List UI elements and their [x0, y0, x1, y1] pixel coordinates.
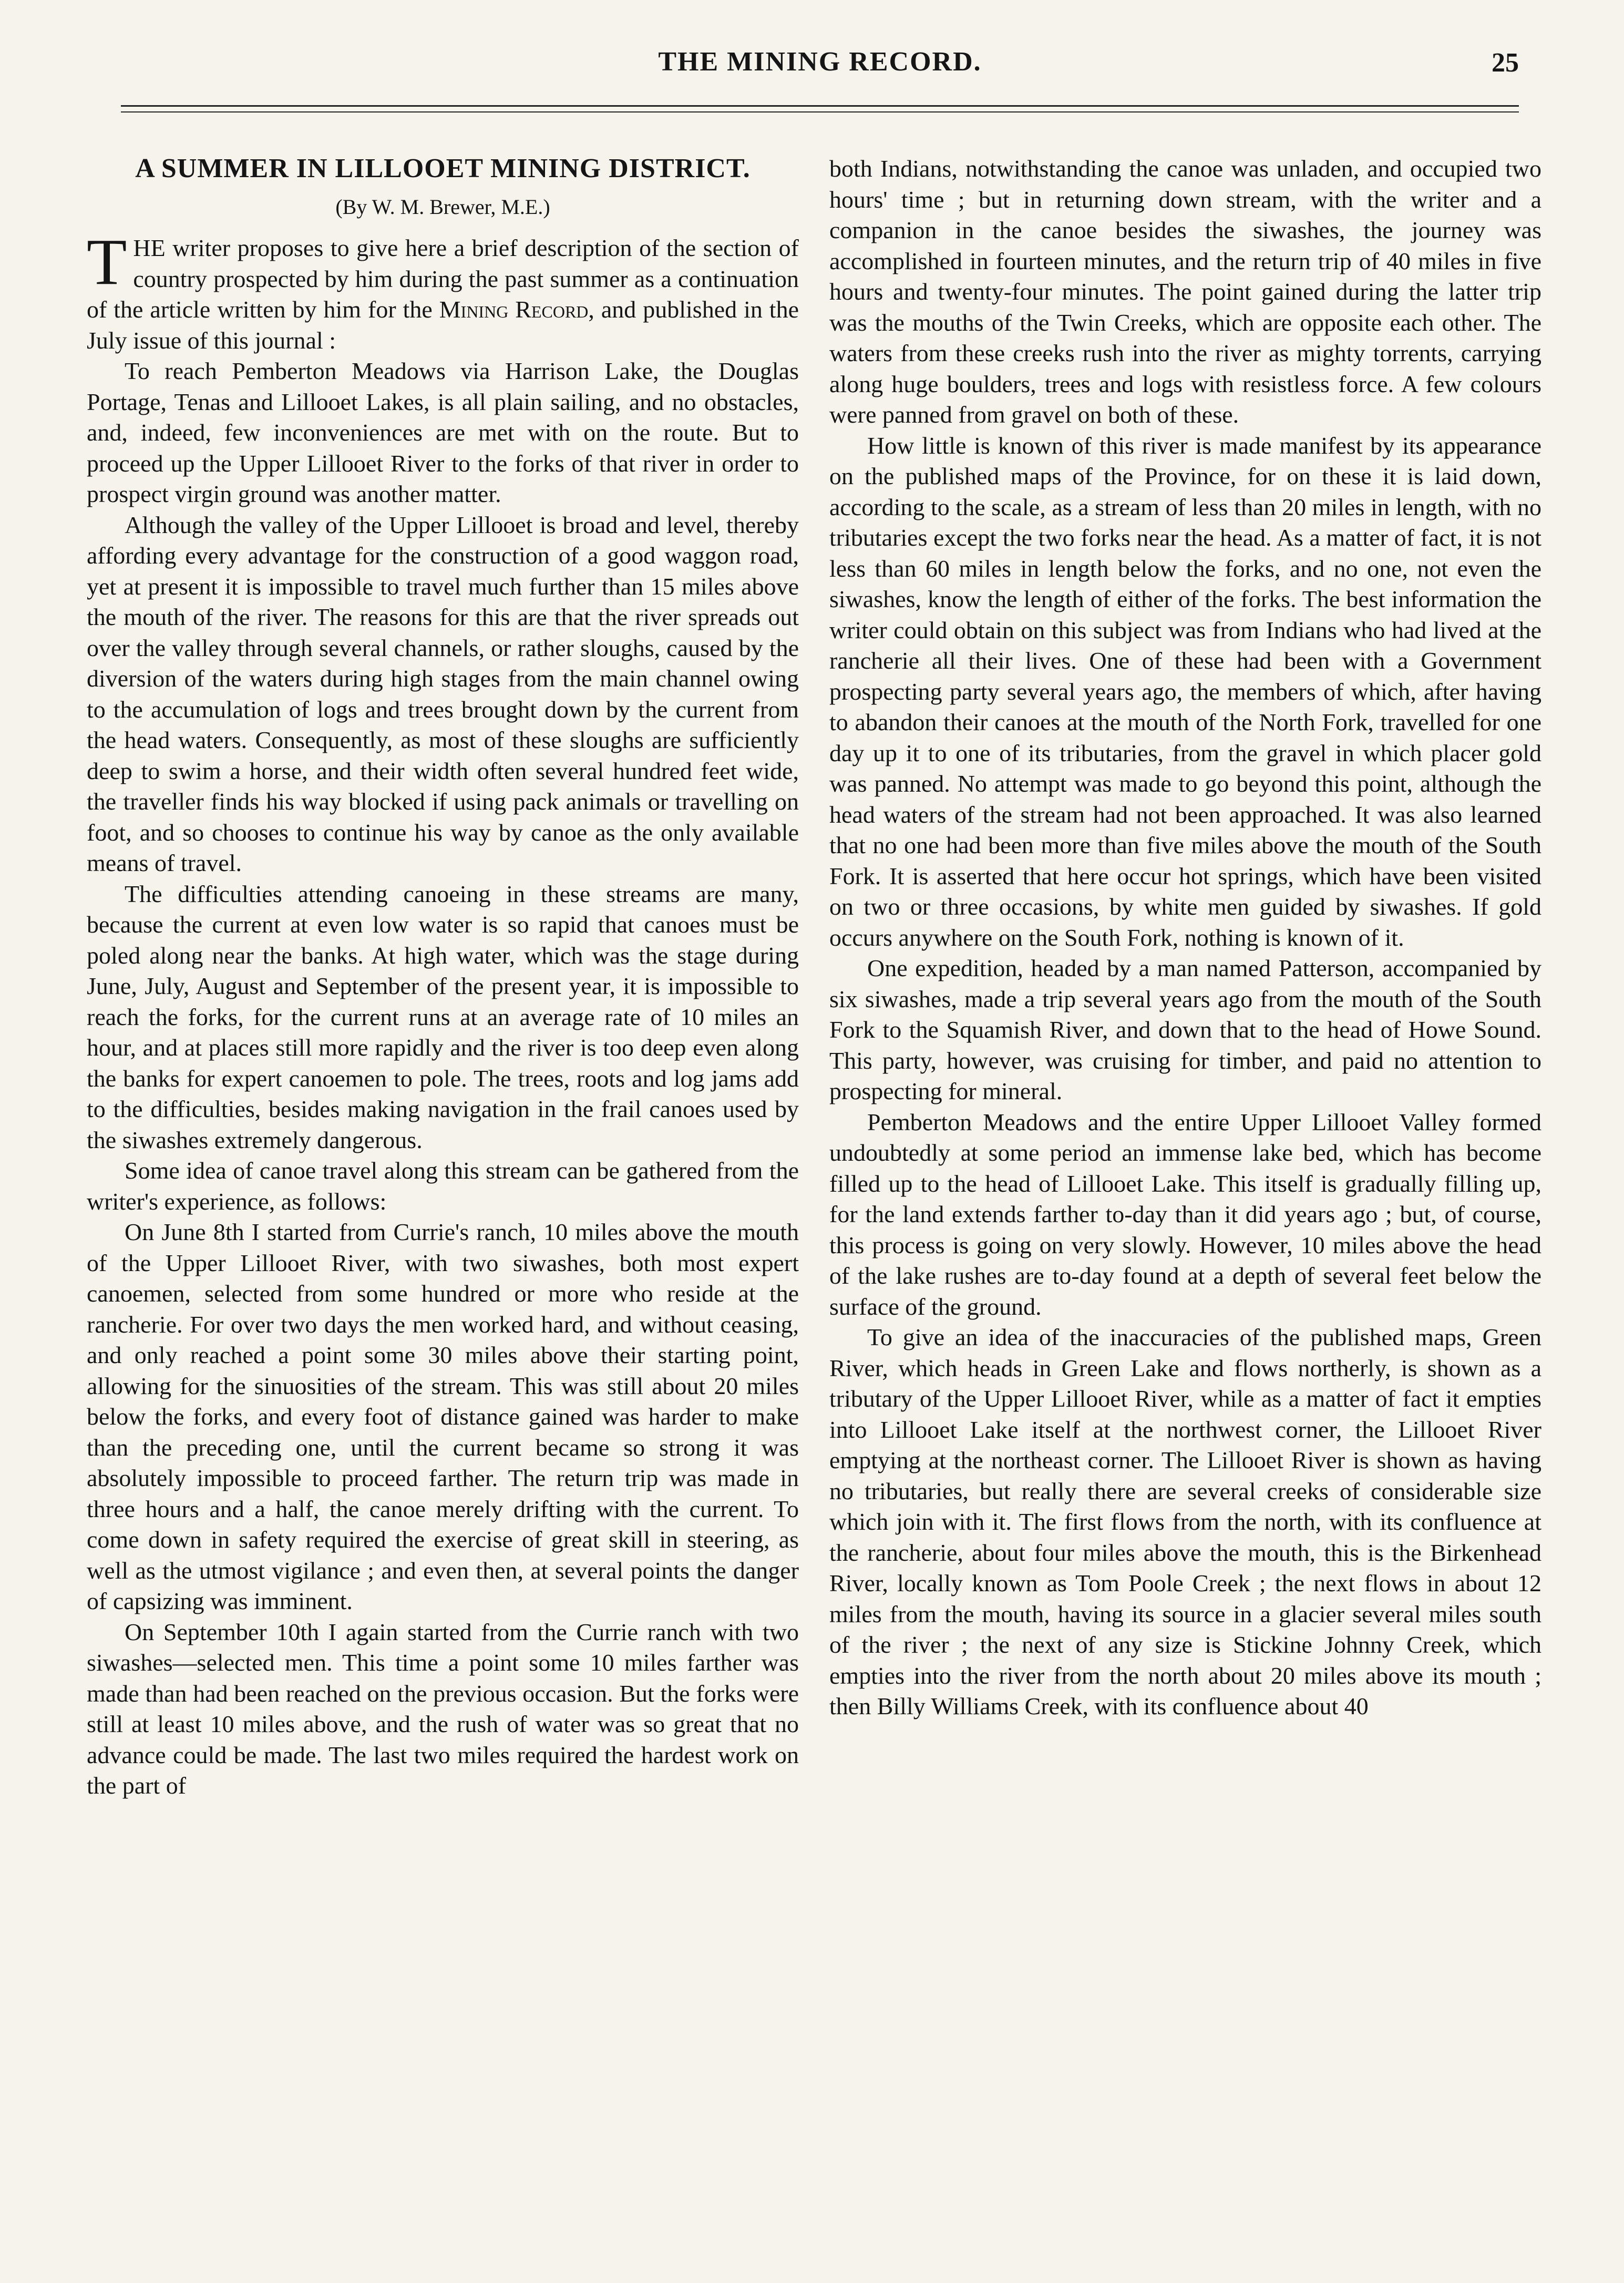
paragraph-6: On June 8th I started from Currie's ranch, 10 miles above the mouth of the Upper Lillooet River, with two siwashes, both most expert canoemen, selected from some hundred or more who reside at the rancherie. For over two days the men worked hard, and without ceasing, and only reached a point some 30 miles above their starting point, allowing for the sinuosities of the stream. This was still about 20 miles below the forks, and every foot of distance gained was harder to make than the preceding one, until the current became so strong it was absolutely impossible to proceed farther. The return trip was made in three hours and a half, the canoe merely drifting with the current. To come down in safety required the exercise of great skill in steering, as well as the utmost vigilance ; and even then, at several points the danger of capsizing was imminent. [87, 1219, 799, 1614]
paragraph-3: Although the valley of the Upper Lillooet is broad and level, thereby affording every advantage for the construction of a good waggon road, yet at present it is impossible to travel much further than 15 miles above the mouth of the river. The reasons for this are that the river spreads out over the valley through several channels, or rather sloughs, caused by the diversion of the waters during high stages from the main channel owing to the accumulation of logs and trees brought down by the current from the head waters. Consequently, as most of these sloughs are sufficiently deep to swim a horse, and their width often several hundred feet wide, the traveller finds his way blocked if using pack animals or travelling on foot, and so chooses to continue his way by canoe as the only available means of travel. [87, 511, 799, 876]
header-rule-top [121, 105, 1519, 107]
paragraph-1-text: HE writer proposes to give here a brief description of the section of country prospected by him during the past summer as a continuation of the article written by him for the [87, 234, 799, 323]
paragraph-8: How little is known of this river is made manifest by its appearance on the published maps of the Province, for on these it is laid down, according to the scale, as a stream of less than 20 miles in length, with no tributaries except the two forks near the head. As a matter of fact, it is not less than 60 miles in length below the forks, and no one, not even the siwashes, know the length of either of the forks. The best information the writer could obtain on this subject was from Indians who had lived at the rancherie all their lives. One of these had been with a Government prospecting party several years ago, the members of which, after having to abandon their canoes at the mouth of the North Fork, travelled for one day up it to one of its tributaries, from the gravel in which placer gold was panned. No attempt was made to go beyond this point, although the head waters of the stream had not been approached. It was also learned that no one had been more than five miles above the mouth of the South Fork. It is asserted that here occur hot springs, which have been visited on two or three occasions, by white men guided by siwashes. If gold occurs anywhere on the South Fork, nothing is known of it. [829, 432, 1541, 951]
paragraph-9: One expedition, headed by a man named Patterson, accompanied by six siwashes, made a trip several years ago from the mouth of the South Fork to the Squamish River, and down that to the head of Howe Sound. This party, however, was cruising for timber, and paid no attention to prospecting for mineral. [829, 955, 1541, 1104]
journal-name-smallcaps: Mining Record [439, 296, 589, 323]
journal-title: THE MINING RECORD. [658, 47, 982, 77]
paragraph-10: Pemberton Meadows and the entire Upper Lillooet Valley formed undoubtedly at some period an immense lake bed, which has become filled up to the head of Lillooet Lake. This itself is gradually filling up, for the land extends farther to-day than it did years ago ; but, of course, this process is going on very slowly. However, 10 miles above the head of the lake rushes are to-day found at a depth of several feet below the surface of the ground. [829, 1108, 1541, 1320]
article-byline: (By W. M. Brewer, M.E.) [335, 194, 550, 219]
paragraph-11: To give an idea of the inaccuracies of the published maps, Green River, which heads in Green Lake and flows northerly, is shown as a tributary of the Upper Lillooet River, while as a matter of fact it empties into Lillooet Lake itself at the northwest corner, the Lillooet River emptying at the northeast corner. The Lillooet River is shown as having no tributaries, but really there are several creeks of considerable size which join with it. The first flows from the north, with its confluence at the rancherie, about four miles above the mouth, this is the Birkenhead River, locally known as Tom Poole Creek ; the next flows in about 12 miles from the mouth, having its source in a glacier several miles south of the river ; the next of any size is Stickine Johnny Creek, which empties into the river from the north about 20 miles above its mouth ; then Billy Williams Creek, with its confluence about 40 [829, 1324, 1541, 1719]
page-number: 25 [1492, 48, 1519, 78]
article-title: A SUMMER IN LILLOOET MINING DISTRICT. [135, 153, 751, 183]
right-column [829, 153, 1541, 2262]
paragraph-7: On September 10th I again started from the Currie ranch with two siwashes—selected men. This time a point some 10 miles farther was made than had been reached on the previous occasion. But the forks were still at least 10 miles above, and the rush of water was so great that no advance could be made. The last two miles required the hardest work on the part of [87, 1618, 799, 1799]
drop-cap: T [87, 226, 127, 299]
page-header [121, 46, 1519, 104]
paragraph-1-end: , and published in the July issue of this journal : [87, 296, 799, 354]
paragraph-1 [87, 226, 799, 356]
paragraph-7-continued: both Indians, notwithstanding the canoe was unladen, and occupied two hours' time ; but in returning down stream, with the writer and a companion in the canoe besides the siwashes, the journey was accomplished in fourteen minutes, and the return trip of 40 miles in five hours and twenty-four minutes. The point gained during the latter trip was the mouths of the Twin Creeks, which are opposite each other. The waters from these creeks rush into the river as mighty torrents, carrying along huge boulders, trees and logs with resistless force. A few colours were panned from gravel on both of these. [829, 155, 1541, 428]
left-column [87, 153, 799, 2262]
paragraph-2: To reach Pemberton Meadows via Harrison Lake, the Douglas Portage, Tenas and Lillooet Lakes, is all plain sailing, and no obstacles, and, indeed, few inconveniences are met with on the route. But to proceed up the Upper Lillooet River to the forks of that river in order to prospect virgin ground was another matter. [87, 357, 799, 507]
paragraph-4: The difficulties attending canoeing in these streams are many, because the current at even low water is so rapid that canoes must be poled along near the banks. At high water, which was the stage during June, July, August and September of the present year, it is impossible to reach the forks, for the current runs at an average rate of 10 miles an hour, and at places still more rapidly and the river is too deep even along the banks for expert canoemen to pole. The trees, roots and log jams add to the difficulties, besides making navigation in the frail canoes used by the siwashes extremely dangerous. [87, 880, 799, 1153]
paragraph-5: Some idea of canoe travel along this stream can be gathered from the writer's experience, as follows: [87, 1157, 799, 1215]
header-rule-bottom [121, 111, 1519, 112]
